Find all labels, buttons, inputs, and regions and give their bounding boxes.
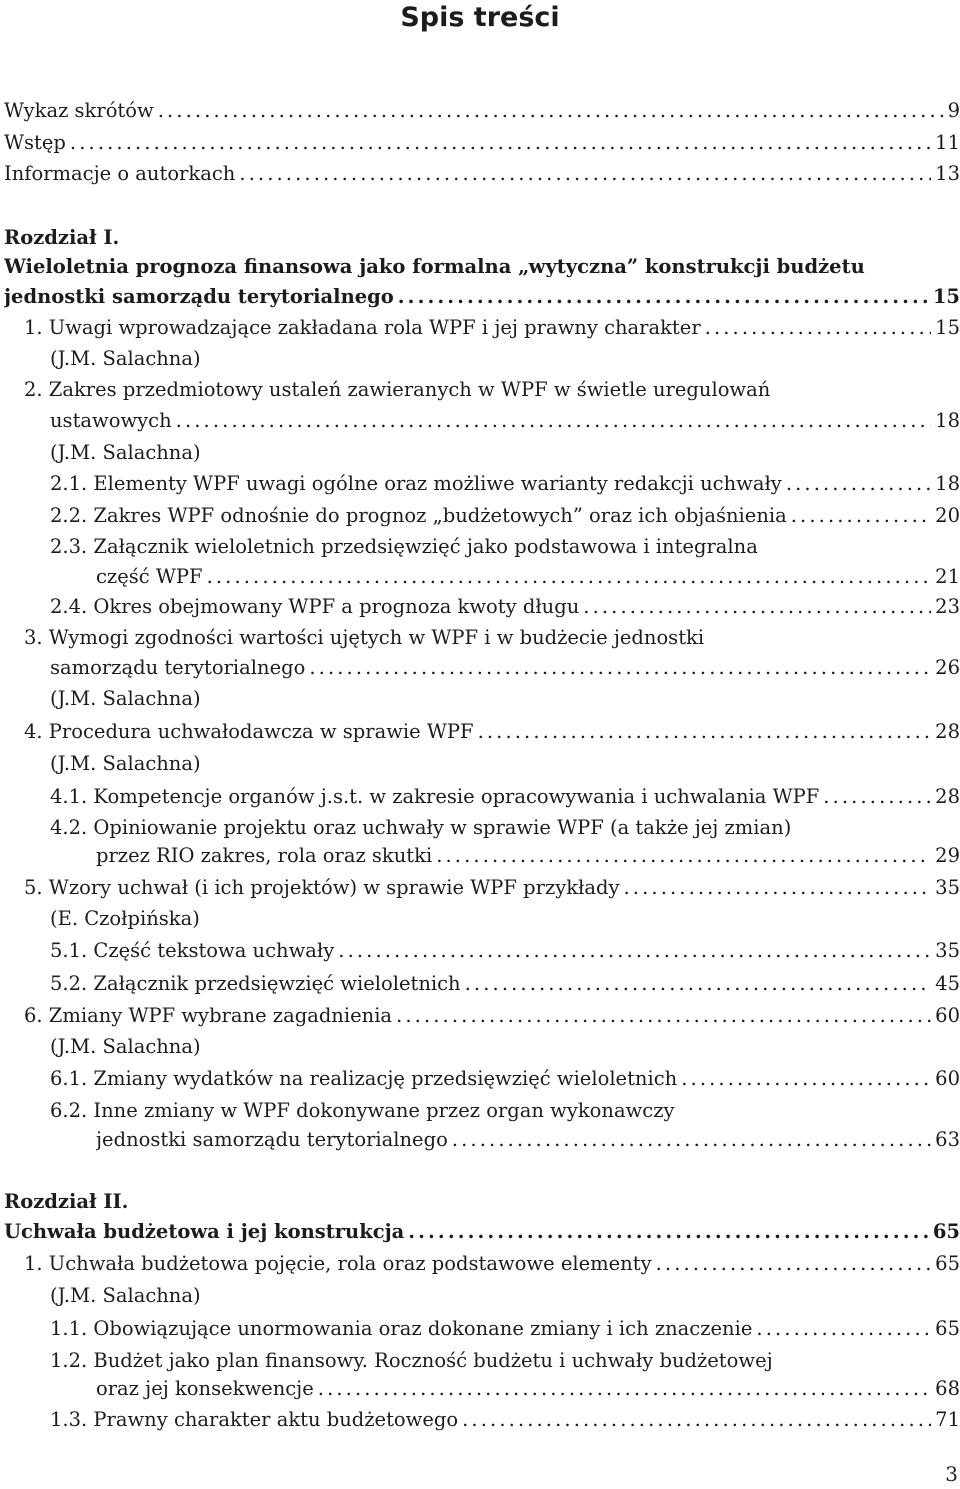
toc-entry[interactable] — [24, 312, 960, 344]
toc-entry-page: 13 — [935, 162, 960, 185]
author-note: (J.M. Salachna) — [50, 687, 201, 710]
toc-entry[interactable] — [50, 1063, 960, 1095]
toc-entry-page: 11 — [935, 131, 960, 154]
leader-dots — [334, 935, 931, 967]
toc-entry-page: 26 — [935, 656, 960, 679]
chapter-title-entry[interactable] — [4, 281, 960, 313]
toc-entry-title: 2.4. Okres obejmowany WPF a prognoza kwoty długu — [50, 595, 580, 618]
toc-entry-page: 28 — [935, 720, 960, 743]
toc-entry-page: 21 — [935, 565, 960, 588]
author-note: (J.M. Salachna) — [50, 1035, 201, 1058]
leader-dots — [458, 1404, 931, 1436]
toc-entry-title: Wstęp — [4, 131, 66, 154]
toc-entry-title: 1.2. Budżet jako plan finansowy. Roczność budżetu i uchwały budżetowej — [50, 1349, 773, 1372]
leader-dots — [314, 1373, 931, 1405]
toc-entry-title: 1. Uwagi wprowadzające zakładana rola WPF i jej prawny charakter — [24, 316, 701, 339]
leader-dots — [203, 561, 932, 593]
toc-entry-page: 15 — [932, 285, 960, 308]
toc-entry-title: ustawowych — [50, 409, 172, 432]
toc-entry[interactable] — [24, 1248, 960, 1280]
toc-entry-page: 15 — [935, 316, 960, 339]
toc-entry-title: 1.3. Prawny charakter aktu budżetowego — [50, 1408, 459, 1431]
leader-dots — [701, 312, 932, 344]
page-number: 3 — [945, 1462, 958, 1486]
toc-entry-page: 18 — [935, 409, 960, 432]
toc-entry-title: 2.3. Załącznik wieloletnich przedsięwzięć jako podstawowa i integralna — [50, 535, 758, 558]
toc-entry-title: 1. Uchwała budżetowa pojęcie, rola oraz podstawowe elementy — [24, 1252, 652, 1275]
toc-entry-title: 4. Procedura uchwałodawcza w sprawie WPF — [24, 720, 474, 743]
leader-dots — [819, 781, 931, 813]
toc-entry-title: część WPF — [96, 565, 203, 588]
toc-entry[interactable] — [24, 872, 960, 904]
toc-entry-title: Wykaz skrótów — [4, 99, 154, 122]
author-note: (J.M. Salachna) — [50, 441, 201, 464]
toc-entry-page: 68 — [935, 1377, 960, 1400]
toc-entry[interactable] — [4, 127, 960, 159]
chapter-title-line: Wieloletnia prognoza finansowa jako formalna „wytyczna” konstrukcji budżetu — [4, 255, 865, 278]
toc-entry[interactable] — [96, 1373, 960, 1405]
toc-entry-page: 9 — [947, 99, 960, 122]
page-title: Spis treści — [400, 2, 560, 33]
toc-entry[interactable] — [50, 781, 960, 813]
toc-entry-title: samorządu terytorialnego — [50, 656, 306, 679]
toc-entry-page: 28 — [935, 785, 960, 808]
toc-entry-page: 65 — [935, 1317, 960, 1340]
leader-dots — [620, 872, 932, 904]
leader-dots — [404, 1216, 929, 1248]
toc-entry-title: 3. Wymogi zgodności wartości ujętych w WPF i w budżecie jednostki — [24, 626, 705, 649]
toc-entry-page: 20 — [935, 504, 960, 527]
leader-dots — [474, 716, 932, 748]
toc-entry-page: 60 — [935, 1067, 960, 1090]
toc-entry-page: 35 — [935, 876, 960, 899]
toc-entry-page: 35 — [935, 939, 960, 962]
toc-entry[interactable] — [50, 935, 960, 967]
toc-entry[interactable] — [96, 1124, 960, 1156]
toc-entry-title: 2. Zakres przedmiotowy ustaleń zawieranych w WPF w świetle uregulowań — [24, 378, 771, 401]
toc-entry[interactable] — [96, 561, 960, 593]
toc-entry-title: 6. Zmiany WPF wybrane zagadnienia — [24, 1004, 393, 1027]
toc-entry-title: 6.1. Zmiany wydatków na realizację przedsięwzięć wieloletnich — [50, 1067, 678, 1090]
toc-entry[interactable] — [4, 95, 960, 127]
toc-entry-page: 71 — [935, 1408, 960, 1431]
toc-entry-title: 1.1. Obowiązujące unormowania oraz dokonane zmiany i ich znaczenie — [50, 1317, 753, 1340]
toc-entry[interactable] — [24, 716, 960, 748]
toc-entry[interactable] — [4, 158, 960, 190]
author-note: (J.M. Salachna) — [50, 347, 201, 370]
leader-dots — [448, 1124, 931, 1156]
toc-entry[interactable] — [50, 468, 960, 500]
toc-entry-page: 23 — [935, 595, 960, 618]
toc-entry[interactable] — [24, 1000, 960, 1032]
toc-entry-title: Uchwała budżetowa i jej konstrukcja — [4, 1220, 405, 1243]
toc-entry-page: 60 — [935, 1004, 960, 1027]
toc-entry[interactable] — [96, 840, 960, 872]
leader-dots — [235, 158, 931, 190]
author-note: (J.M. Salachna) — [50, 1284, 201, 1307]
toc-entry-title: 4.1. Kompetencje organów j.s.t. w zakresie opracowywania i uchwalania WPF — [50, 785, 820, 808]
chapter-number: Rozdział I. — [4, 226, 120, 249]
leader-dots — [461, 968, 932, 1000]
toc-entry-title: 5.2. Załącznik przedsięwzięć wieloletnich — [50, 972, 461, 995]
toc-entry-title: 2.1. Elementy WPF uwagi ogólne oraz możliwe warianty redakcji uchwały — [50, 472, 782, 495]
toc-entry[interactable] — [50, 1404, 960, 1436]
leader-dots — [432, 840, 931, 872]
toc-entry-title: oraz jej konsekwencje — [96, 1377, 314, 1400]
toc-entry[interactable] — [50, 591, 960, 623]
toc-entry-title: 6.2. Inne zmiany w WPF dokonywane przez organ wykonawczy — [50, 1099, 675, 1122]
leader-dots — [752, 1313, 931, 1345]
toc-entry-title: 2.2. Zakres WPF odnośnie do prognoz „budżetowych” oraz ich objaśnienia — [50, 504, 787, 527]
toc-entry-page: 29 — [935, 844, 960, 867]
leader-dots — [392, 1000, 931, 1032]
toc-entry[interactable] — [50, 968, 960, 1000]
toc-entry-title: jednostki samorządu terytorialnego — [96, 1128, 448, 1151]
toc-entry-page: 65 — [935, 1252, 960, 1275]
leader-dots — [305, 652, 931, 684]
toc-entry-title: 5.1. Część tekstowa uchwały — [50, 939, 335, 962]
toc-entry-page: 65 — [932, 1220, 960, 1243]
leader-dots — [579, 591, 931, 623]
toc-entry-page: 18 — [935, 472, 960, 495]
toc-entry[interactable] — [50, 500, 960, 532]
toc-entry[interactable] — [50, 1313, 960, 1345]
toc-entry-title: przez RIO zakres, rola oraz skutki — [96, 844, 433, 867]
leader-dots — [782, 468, 931, 500]
toc-entry-page: 45 — [935, 972, 960, 995]
toc-entry-title: Informacje o autorkach — [4, 162, 236, 185]
toc-entry[interactable] — [50, 652, 960, 684]
leader-dots — [66, 127, 931, 159]
leader-dots — [787, 500, 931, 532]
leader-dots — [677, 1063, 931, 1095]
leader-dots — [172, 405, 932, 437]
toc-entry-page: 63 — [935, 1128, 960, 1151]
toc-entry-title: 5. Wzory uchwał (i ich projektów) w sprawie WPF przykłady — [24, 876, 620, 899]
leader-dots — [154, 95, 944, 127]
leader-dots — [652, 1248, 932, 1280]
toc-entry[interactable] — [50, 405, 960, 437]
chapter-number: Rozdział II. — [4, 1190, 129, 1213]
author-note: (J.M. Salachna) — [50, 752, 201, 775]
leader-dots — [394, 281, 929, 313]
chapter-title-entry[interactable] — [4, 1216, 960, 1248]
author-note: (E. Czołpińska) — [50, 907, 200, 930]
toc-entry-title: jednostki samorządu terytorialnego — [4, 285, 394, 308]
toc-entry-title: 4.2. Opiniowanie projektu oraz uchwały w sprawie WPF (a także jej zmian) — [50, 816, 792, 839]
